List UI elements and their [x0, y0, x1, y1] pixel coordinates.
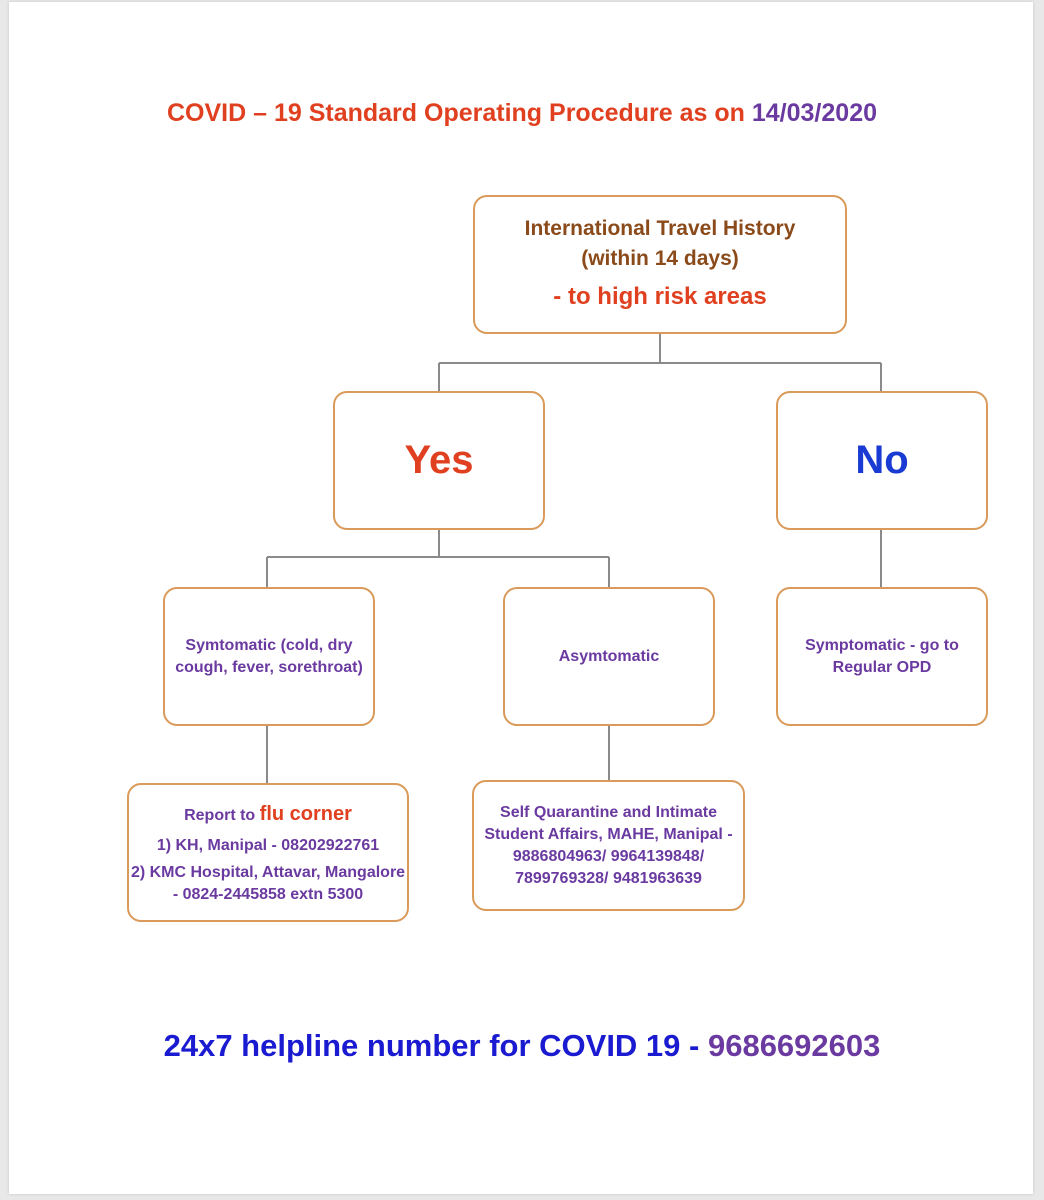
- travel-history-line1: International Travel History: [524, 216, 796, 240]
- symptomatic-box: [163, 587, 375, 726]
- self-quarantine-text: Self Quarantine and Intimate Student Affairs, MAHE, Manipal - 9886804963/ 9964139848/ 7899769328/ 9481963639: [484, 803, 733, 887]
- self-quarantine-box: [472, 780, 745, 911]
- report-prefix: Report to: [184, 806, 256, 824]
- report-flu-corner-box: [127, 783, 409, 922]
- helpline-number: 9686692603: [707, 1028, 881, 1063]
- no-box: [776, 391, 988, 530]
- report-item-2: 2) KMC Hospital, Attavar, Mangalore - 0824-2445858 extn 5300: [130, 863, 406, 903]
- travel-history-line3: - to high risk areas: [553, 282, 767, 310]
- title-date: 14/03/2020: [751, 99, 877, 127]
- asymptomatic-text: Asymtomatic: [558, 647, 660, 665]
- asymptomatic-box: [503, 587, 715, 726]
- no-symptomatic-box: [776, 587, 988, 726]
- no-label: No: [855, 438, 909, 482]
- yes-box: [333, 391, 545, 530]
- report-heading: [184, 800, 352, 830]
- no-symptomatic-line2: Regular OPD: [832, 658, 932, 676]
- travel-history-box: [473, 195, 847, 334]
- title-prefix: COVID – 19 Standard Operating Procedure as on: [166, 99, 745, 127]
- helpline: [0, 1028, 1044, 1064]
- helpline-prefix: 24x7 helpline number for COVID 19 -: [163, 1028, 700, 1063]
- yes-label: Yes: [404, 438, 474, 482]
- report-item-1: 1) KH, Manipal - 08202922761: [156, 836, 380, 854]
- report-flu-corner: flu corner: [259, 802, 352, 825]
- travel-history-line2: (within 14 days): [581, 246, 739, 270]
- symptomatic-text: Symtomatic (cold, dry cough, fever, sorethroat): [175, 636, 363, 676]
- no-symptomatic-line1: Symptomatic - go to: [805, 636, 959, 654]
